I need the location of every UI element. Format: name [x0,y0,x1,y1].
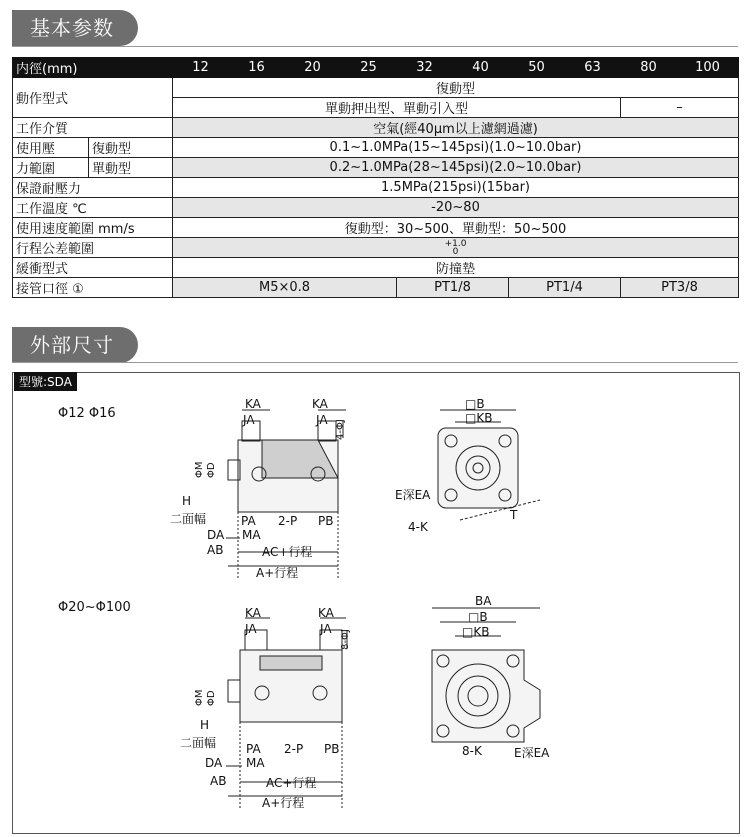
pressure-label-1: 使用壓 [13,138,89,158]
g2-label-ma: MA [246,756,265,770]
g2-label-ka-right: KA [318,606,334,620]
port-value-m5: M5×0.8 [173,278,397,298]
port-value-pt38: PT3/8 [621,278,739,298]
pressure-single-value: 0.2~1.0MPa(28~145psi)(2.0~10.0bar) [173,158,739,178]
g1-label-ja-left: JA [243,413,255,427]
fluid-value: 空氣(經40μm以上濾網過濾) [173,118,739,138]
g2-label-ast: A+行程 [262,796,305,810]
g1-label-ab: AB [207,543,224,557]
g2-label-ab: AB [210,774,227,788]
fluid-label: 工作介質 [13,118,173,138]
stroke-tol-lower: 0 [452,246,459,257]
pressure-label-2: 力範圍 [13,158,89,178]
temp-label: 工作溫度 ℃ [13,198,173,218]
g1-label-ka-right: KA [312,397,328,411]
g2-label-phij: 8-ΦJ [340,629,351,650]
proof-label: 保證耐壓力 [13,178,173,198]
stroke-tol-label: 行程公差範圍 [13,238,173,258]
g2-label-ba: BA [475,594,492,608]
g1-front-body [438,428,518,508]
params-section-title: 基本参数 [12,10,138,46]
port-value-pt14: PT1/4 [509,278,621,298]
g2-label-ja-left: JA [245,622,257,636]
stroke-tol-upper: +1.0 [444,238,467,249]
dims-section-title: 外部尺寸 [12,327,138,363]
g1-label-phid: ΦD [206,462,217,478]
g2-label-phid: ΦD [206,690,217,706]
g2-rod-end [228,680,240,702]
proof-value: 1.5MPa(215psi)(15bar) [173,178,739,198]
temp-value: -20~80 [173,198,739,218]
g1-label-phim: ΦM [194,461,205,478]
g2-label-acst: AC+行程 [266,776,317,790]
g2-label-b: □B [468,610,488,624]
pressure-double-value: 0.1~1.0MPa(15~145psi)(1.0~10.0bar) [173,138,739,158]
speed-value: 復動型：30~500、單動型：50~500 [173,218,739,238]
bore-40: 40 [453,58,509,78]
bore-25: 25 [341,58,397,78]
g1-label-h: H [182,494,192,508]
bore-100: 100 [677,58,739,78]
g2-label-pb: PB [324,742,340,756]
g1-label-width2: 二面幅 [170,512,207,526]
g2-label-h: H [200,718,210,732]
g1-label-da: DA [207,528,225,542]
g1-label-pa: PA [241,514,256,528]
bore-20: 20 [285,58,341,78]
bore-12: 12 [173,58,229,78]
g2-label-da: DA [205,756,223,770]
model-tag: 型號:SDA [14,372,77,391]
g2-label-p2: 2-P [284,742,304,756]
action-single-na: – [621,98,739,118]
action-type-label: 動作型式 [13,78,173,118]
cushion-label: 緩衝型式 [13,258,173,278]
g1-label-p2: 2-P [278,514,298,528]
bore-63: 63 [565,58,621,78]
bore-80: 80 [621,58,677,78]
bore-50: 50 [509,58,565,78]
header-label: 内徑(mm) [13,58,173,78]
g1-label-b: □B [465,397,485,411]
g2-hatched-band [260,656,322,670]
g1-label-eea: E深EA [395,488,431,502]
g2-label-phim: ΦM [194,689,205,706]
g1-label-ka-left: KA [245,397,261,411]
port-label: 接管口徑 ① [13,278,173,298]
group2-title: Φ20~Φ100 [58,600,131,615]
g1-label-ast: A+行程 [256,566,299,580]
g2-label-kb: □KB [462,625,490,639]
g1-label-phij: 4-ΦJ [335,419,346,440]
g1-label-pb: PB [318,514,334,528]
g1-label-k4: 4-K [408,520,428,534]
bore-32: 32 [397,58,453,78]
g2-label-ja-right: JA [320,622,332,636]
g2-label-k8: 8-K [462,744,482,758]
port-value-pt18: PT1/8 [397,278,509,298]
action-single-value: 單動押出型、單動引入型 [173,98,621,118]
bore-16: 16 [229,58,285,78]
cushion-value: 防撞墊 [173,258,739,278]
group1-title: Φ12 Φ16 [58,406,116,421]
speed-label: 使用速度範圍 mm/s [13,218,173,238]
pressure-double-label: 復動型 [89,138,173,158]
g1-label-ma: MA [242,528,261,542]
pressure-single-label: 單動型 [89,158,173,178]
action-double-value: 復動型 [173,78,739,98]
g1-label-ja-right: JA [316,413,328,427]
g2-label-ka-left: KA [245,606,261,620]
g1-label-t: T [510,508,518,522]
g1-label-kb: □KB [465,411,493,425]
g2-label-width2: 二面幅 [180,736,217,750]
g2-label-eea: E深EA [514,746,550,760]
g1-label-acst: AC+行程 [262,545,313,559]
g2-label-pa: PA [246,742,261,756]
